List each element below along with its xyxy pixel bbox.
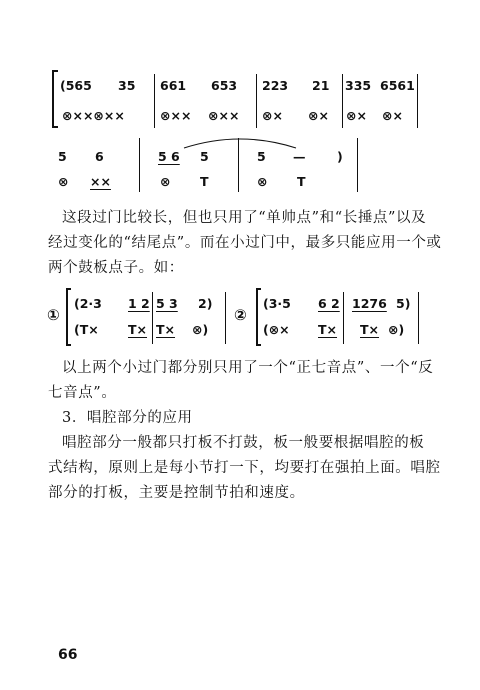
- percussion-group: T×: [156, 322, 176, 337]
- melody-group: 35: [118, 78, 136, 93]
- percussion-mark: ××: [90, 174, 111, 189]
- slur-arc: [180, 132, 300, 152]
- percussion-group: T×: [318, 322, 338, 337]
- barline: [225, 292, 226, 344]
- barline: [152, 292, 153, 344]
- bracket-bottom: [66, 344, 71, 346]
- example-marker: ①: [47, 306, 60, 324]
- percussion-mark: ⊗: [160, 174, 171, 189]
- percussion-group: ⊗×: [346, 108, 367, 123]
- barline: [256, 74, 257, 128]
- paragraph-2-line-1: 以上两个小过门都分别只用了一个“正七音点”、一个“反: [62, 360, 434, 376]
- percussion-group: ⊗×: [262, 108, 283, 123]
- melody-group: (565: [60, 78, 92, 93]
- percussion-group: (⊗×: [263, 322, 290, 337]
- melody-group: (3·5: [263, 296, 291, 311]
- paragraph-1-line-1: 这段过门比较长，但也只用了“单帅点”和“长捶点”以及: [62, 210, 427, 226]
- bracket-bottom: [52, 126, 58, 128]
- barline: [418, 292, 419, 344]
- section-heading: 3．唱腔部分的应用: [62, 410, 193, 426]
- melody-group: (2·3: [74, 296, 102, 311]
- percussion-group: ⊗××⊗××: [62, 108, 125, 123]
- melody-group: 1 2: [128, 296, 150, 311]
- close-paren: ): [337, 149, 343, 164]
- melody-note: 6: [95, 149, 104, 164]
- barline: [357, 138, 358, 192]
- paragraph-3-line-1: 唱腔部分一般都只打板不打鼓，板一般要根据唱腔的板: [62, 435, 425, 451]
- percussion-mark: T: [297, 174, 306, 189]
- melody-group: 2): [198, 296, 213, 311]
- percussion-group: ⊗××: [160, 108, 192, 123]
- percussion-group: ⊗×: [308, 108, 329, 123]
- melody-group: 223: [262, 78, 289, 93]
- barline: [342, 74, 343, 128]
- example-marker: ②: [234, 306, 247, 324]
- system-bracket: [52, 70, 54, 128]
- melody-group: 335: [345, 78, 372, 93]
- example-bracket: [66, 288, 68, 346]
- melody-note: 5: [257, 149, 266, 164]
- melody-group: 5 3: [156, 296, 178, 311]
- paragraph-1-line-2: 经过变化的“结尾点”。而在小过门中，最多只能应用一个或: [48, 235, 442, 251]
- percussion-mark: T: [200, 174, 209, 189]
- melody-group: 5): [396, 296, 411, 311]
- percussion-group: (T×: [74, 322, 99, 337]
- bracket-top: [66, 288, 71, 290]
- bracket-bottom: [256, 344, 261, 346]
- melody-group: 6561: [380, 78, 415, 93]
- percussion-group: ⊗×: [382, 108, 403, 123]
- melody-group: 661: [160, 78, 187, 93]
- melody-group: 6 2: [318, 296, 340, 311]
- percussion-group: ⊗××: [208, 108, 240, 123]
- paragraph-3-line-2: 式结构，原则上是每小节打一下，均要打在强拍上面。唱腔: [48, 460, 441, 476]
- barline: [417, 74, 418, 128]
- percussion-group: ⊗): [388, 322, 405, 337]
- bracket-top: [52, 70, 58, 72]
- percussion-mark: ⊗: [58, 174, 69, 189]
- paragraph-3-line-3: 部分的打板，主要是控制节拍和速度。: [48, 485, 305, 501]
- example-bracket: [256, 288, 258, 346]
- melody-note: 5 6: [158, 149, 180, 164]
- melody-group: 653: [211, 78, 238, 93]
- barline: [238, 138, 239, 192]
- percussion-group: T×: [360, 322, 380, 337]
- melody-group: 21: [312, 78, 330, 93]
- melody-note: 5: [58, 149, 67, 164]
- sustain-dash: —: [293, 149, 306, 164]
- paragraph-1-line-3: 两个鼓板点子。如：: [48, 260, 184, 276]
- barline: [139, 138, 140, 192]
- bracket-top: [256, 288, 261, 290]
- percussion-mark: ⊗: [257, 174, 268, 189]
- barline: [343, 292, 344, 344]
- barline: [154, 74, 155, 128]
- percussion-group: T×: [128, 322, 148, 337]
- paragraph-2-line-2: 七音点”。: [48, 385, 117, 401]
- melody-note: 5: [200, 149, 209, 164]
- percussion-group: ⊗): [192, 322, 209, 337]
- melody-group: 1276: [352, 296, 387, 311]
- page-number: 66: [58, 647, 78, 663]
